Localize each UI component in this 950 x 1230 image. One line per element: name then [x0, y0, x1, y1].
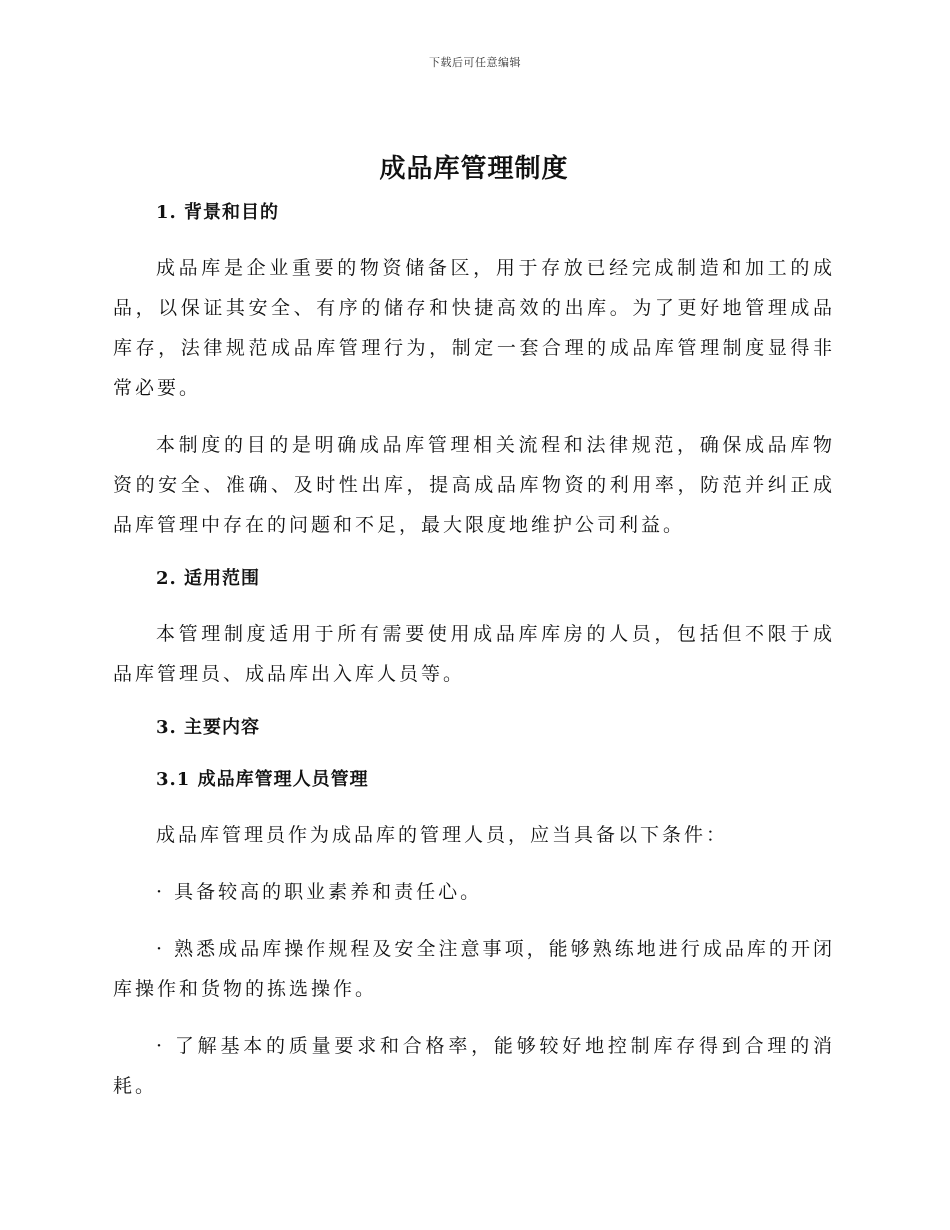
paragraph: 成品库管理员作为成品库的管理人员，应当具备以下条件：	[156, 824, 729, 846]
paragraph: 成品库是企业重要的物资储备区，用于存放已经完成制造和加工的成品，以保证其安全、有序的储存和快捷高效的出库。为了更好地管理成品库存，法律规范成品库管理行为，制定一套合理的成品库管理制度显得非常必要。	[113, 257, 835, 399]
bullet-item: · 具备较高的职业素养和责任心。	[156, 881, 483, 903]
paragraph: 本管理制度适用于所有需要使用成品库库房的人员，包括但不限于成品库管理员、成品库出入库人员等。	[113, 623, 835, 685]
section-heading-scope: 2. 适用范围	[156, 568, 261, 589]
bullet-item: · 熟悉成品库操作规程及安全注意事项，能够熟练地进行成品库的开闭库操作和货物的拣选操作。	[113, 938, 835, 1000]
page-header-note: 下载后可任意编辑	[429, 56, 521, 69]
section-heading-main-content: 3. 主要内容	[156, 717, 261, 738]
section-heading-background: 1. 背景和目的	[156, 202, 280, 223]
document-title: 成品库管理制度	[379, 154, 569, 184]
paragraph: 本制度的目的是明确成品库管理相关流程和法律规范，确保成品库物资的安全、准确、及时性出库，提高成品库物资的利用率，防范并纠正成品库管理中存在的问题和不足，最大限度地维护公司利益。	[113, 434, 835, 536]
bullet-item: · 了解基本的质量要求和合格率，能够较好地控制库存得到合理的消耗。	[113, 1035, 835, 1097]
section-heading-staff-management: 3.1 成品库管理人员管理	[156, 769, 369, 790]
document-body	[113, 150, 835, 1106]
